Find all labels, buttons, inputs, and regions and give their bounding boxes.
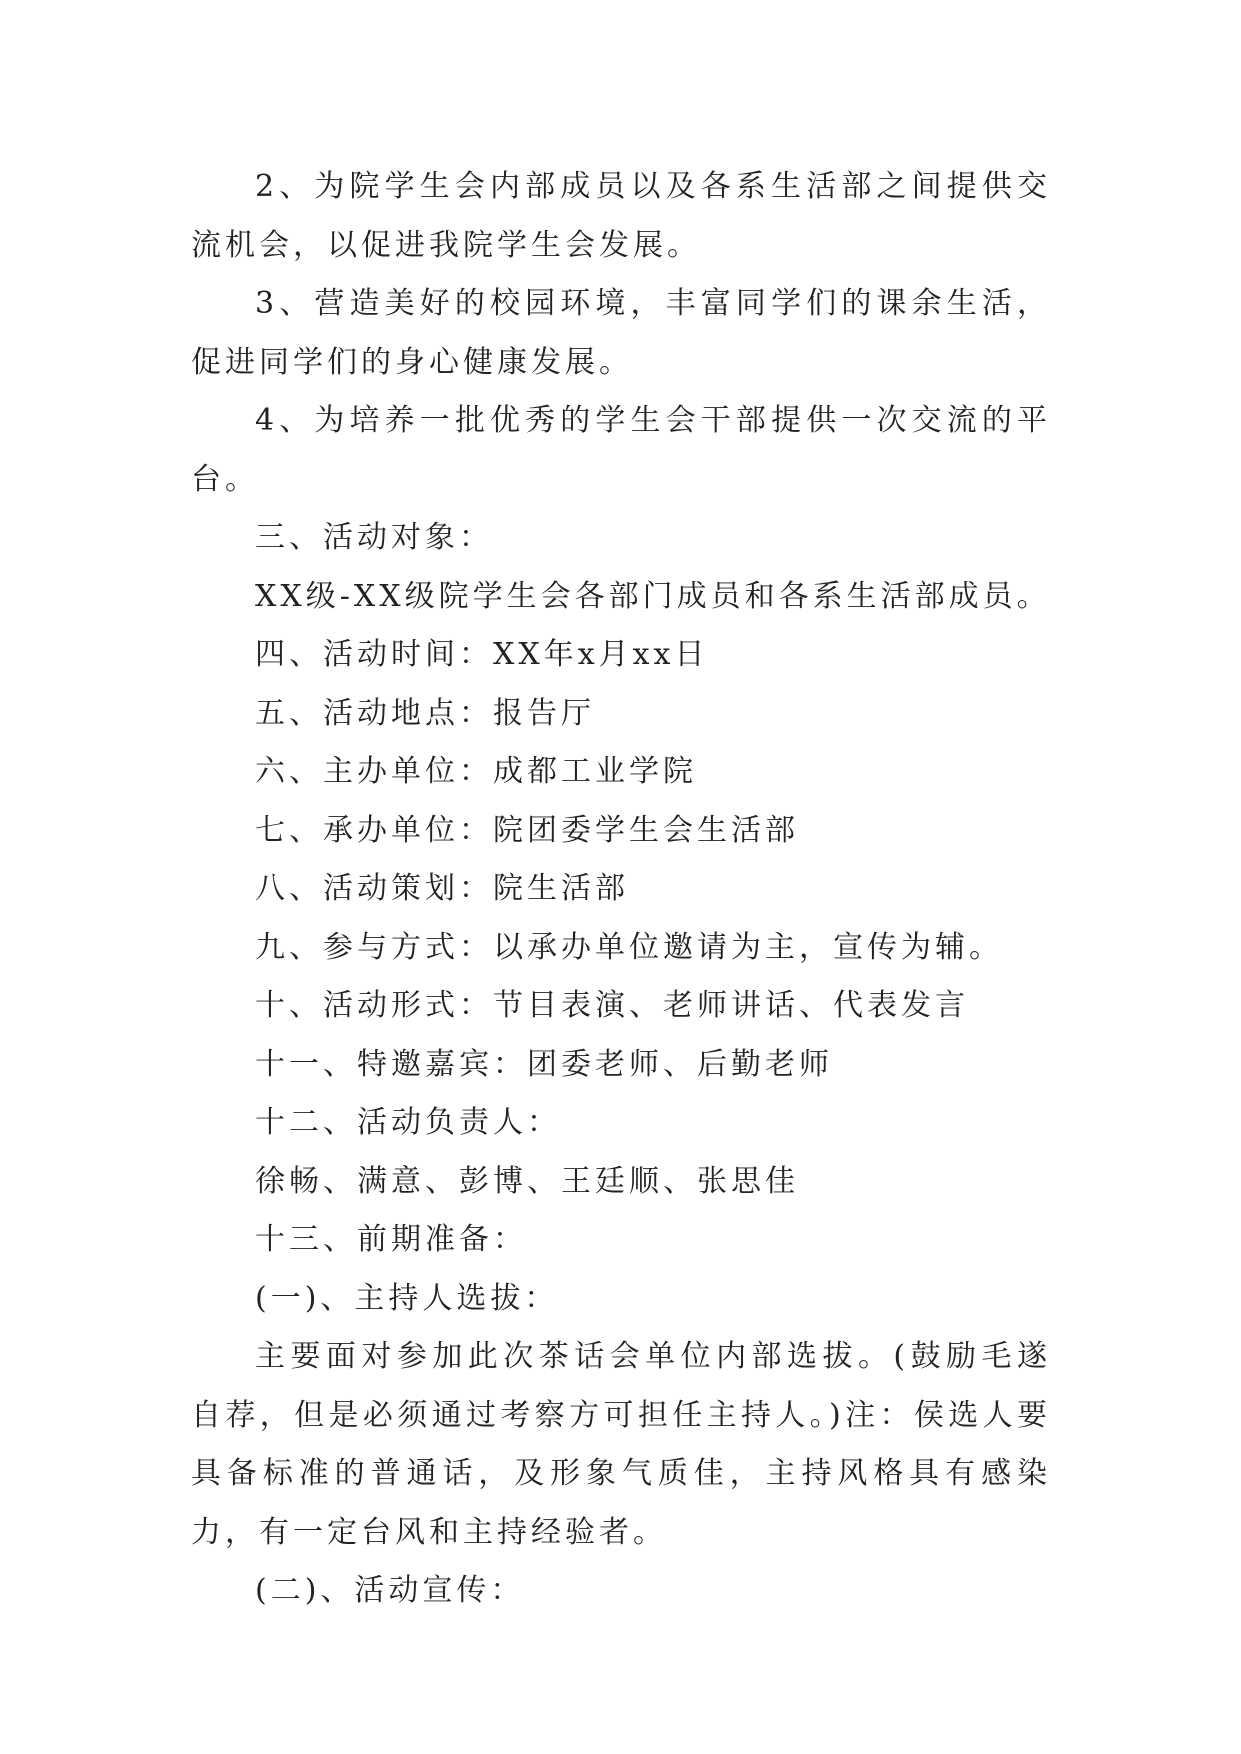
paragraph-activity-time: 四、活动时间：XX年x月xx日 <box>255 637 709 672</box>
document-body <box>191 158 1051 1621</box>
paragraph-host-unit: 七、承办单位：院团委学生会生活部 <box>255 812 799 848</box>
heading-publicity: (二)、活动宣传： <box>255 1573 525 1608</box>
heading-preparation: 十三、前期准备： <box>255 1222 527 1257</box>
heading-host-selection: (一)、主持人选拔： <box>255 1280 559 1316</box>
paragraph-participation-method: 九、参与方式：以承办单位邀请为主，宣传为辅。 <box>255 929 1003 965</box>
paragraph-organizer: 六、主办单位：成都工业学院 <box>255 754 697 789</box>
heading-person-in-charge: 十二、活动负责人： <box>255 1105 561 1140</box>
paragraph-purpose-2: 2、为院学生会内部成员以及各系生活部之间提供交流机会，以促进我院学生会发展。 <box>191 169 1051 263</box>
paragraph-person-in-charge: 徐畅、满意、彭博、王廷顺、张思佳 <box>255 1163 799 1199</box>
paragraph-activity-planning: 八、活动策划：院生活部 <box>255 871 629 906</box>
paragraph-activity-target: XX级-XX级院学生会各部门成员和各系生活部成员。 <box>255 578 1051 614</box>
paragraph-host-selection: 主要面对参加此次茶话会单位内部选拔。(鼓励毛遂自荐，但是必须通过考察方可担任主持人。)注：侯选人要具备标准的普通话，及形象气质佳，主持风格具有感染力，有一定台风和主持经验者。 <box>191 1339 1051 1550</box>
paragraph-purpose-4: 4、为培养一批优秀的学生会干部提供一次交流的平台。 <box>191 403 1051 497</box>
paragraph-activity-format: 十、活动形式：节目表演、老师讲话、代表发言 <box>255 988 969 1023</box>
heading-activity-target: 三、活动对象： <box>255 520 493 555</box>
paragraph-activity-location: 五、活动地点：报告厅 <box>255 695 595 731</box>
paragraph-special-guests: 十一、特邀嘉宾：团委老师、后勤老师 <box>255 1046 833 1082</box>
paragraph-purpose-3: 3、营造美好的校园环境，丰富同学们的课余生活，促进同学们的身心健康发展。 <box>191 286 1051 380</box>
